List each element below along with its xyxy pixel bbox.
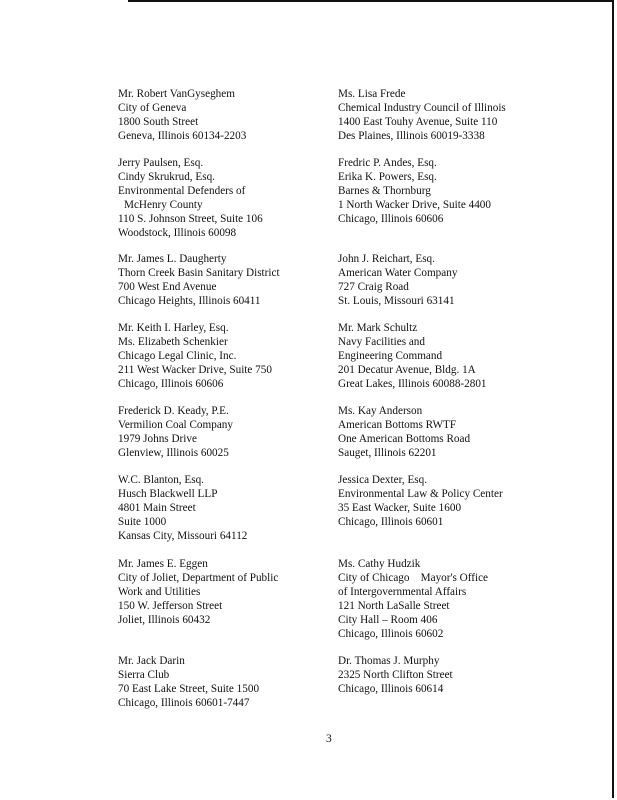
address-line: Chicago, Illinois 60606: [338, 212, 444, 225]
address-line: Ms. Elizabeth Schenkier: [118, 335, 228, 348]
address-line: Thorn Creek Basin Sanitary District: [118, 266, 280, 279]
address-line: 150 W. Jefferson Street: [118, 599, 223, 612]
address-line: Chicago Heights, Illinois 60411: [118, 294, 261, 307]
address-block: [118, 474, 358, 544]
address-line: 121 North LaSalle Street: [338, 599, 450, 612]
address-line: Dr. Thomas J. Murphy: [338, 655, 440, 667]
address-line: Joliet, Illinois 60432: [118, 613, 211, 626]
address-line: Barnes & Thornburg: [338, 184, 431, 197]
address-line: Ms. Cathy Hudzik: [338, 558, 421, 570]
address-line: Chemical Industry Council of Illinois: [338, 101, 506, 114]
address-line: 4801 Main Street: [118, 501, 196, 514]
address-line: Mr. Jack Darin: [118, 655, 185, 667]
address-line: Great Lakes, Illinois 60088-2801: [338, 377, 487, 390]
address-line: Environmental Law & Policy Center: [338, 487, 503, 500]
address-line: Vermilion Coal Company: [118, 418, 233, 431]
address-block: [338, 157, 578, 227]
address-line: Sauget, Illinois 62201: [338, 446, 437, 459]
address-line: of Intergovernmental Affairs: [338, 585, 467, 598]
address-line: Work and Utilities: [118, 585, 201, 598]
address-line: Suite 1000: [118, 515, 167, 528]
address-line: Environmental Defenders of: [118, 184, 246, 197]
address-block: [338, 474, 578, 530]
address-line: 1400 East Touhy Avenue, Suite 110: [338, 115, 498, 128]
scan-right-border: [612, 0, 614, 798]
address-line: Chicago, Illinois 60602: [338, 627, 444, 640]
address-line: American Bottoms RWTF: [338, 418, 457, 431]
address-block: [118, 322, 358, 392]
address-line: 1 North Wacker Drive, Suite 4400: [338, 198, 491, 211]
address-line: 110 S. Johnson Street, Suite 106: [118, 212, 263, 225]
address-line: Mr. James L. Daugherty: [118, 253, 227, 265]
address-line: One American Bottoms Road: [338, 432, 471, 445]
address-line: Frederick D. Keady, P.E.: [118, 405, 229, 417]
address-block: [338, 558, 578, 641]
page-number: 3: [326, 733, 332, 745]
address-line: Glenview, Illinois 60025: [118, 446, 229, 459]
address-line: Mr. Keith I. Harley, Esq.: [118, 322, 229, 334]
address-line: Chicago, Illinois 60601: [338, 515, 444, 528]
address-line: Chicago Legal Clinic, Inc.: [118, 349, 237, 362]
address-line: St. Louis, Missouri 63141: [338, 294, 455, 307]
address-line: Jessica Dexter, Esq.: [338, 474, 428, 486]
address-block: [338, 322, 578, 392]
address-line: City of Joliet, Department of Public: [118, 571, 279, 584]
address-line: 70 East Lake Street, Suite 1500: [118, 682, 260, 695]
address-line: John J. Reichart, Esq.: [338, 253, 435, 265]
scan-top-border: [128, 0, 614, 2]
address-line: Fredric P. Andes, Esq.: [338, 157, 437, 169]
address-line: Mr. Robert VanGyseghem: [118, 88, 235, 100]
address-block: [118, 88, 358, 144]
address-block: [338, 655, 578, 697]
address-line: 2325 North Clifton Street: [338, 668, 453, 681]
address-block: [118, 655, 358, 711]
address-line: 727 Craig Road: [338, 280, 409, 293]
address-line: Sierra Club: [118, 668, 170, 681]
address-line: 1800 South Street: [118, 115, 199, 128]
address-line: 700 West End Avenue: [118, 280, 217, 293]
address-line: Kansas City, Missouri 64112: [118, 529, 248, 542]
address-line: American Water Company: [338, 266, 458, 279]
address-line: Ms. Lisa Frede: [338, 88, 406, 100]
address-line: 1979 Johns Drive: [118, 432, 197, 445]
address-line: Chicago, Illinois 60606: [118, 377, 224, 390]
address-line: Ms. Kay Anderson: [338, 405, 423, 417]
address-line: W.C. Blanton, Esq.: [118, 474, 204, 486]
address-line: City of Chicago Mayor's Office: [338, 571, 489, 584]
address-block: [118, 558, 358, 628]
address-line: Chicago, Illinois 60614: [338, 682, 444, 695]
address-line: McHenry County: [124, 198, 203, 211]
address-line: Jerry Paulsen, Esq.: [118, 157, 204, 169]
address-line: Geneva, Illinois 60134-2203: [118, 129, 247, 142]
address-line: 211 West Wacker Drive, Suite 750: [118, 363, 272, 376]
address-line: Mr. Mark Schultz: [338, 322, 418, 334]
address-block: [118, 253, 358, 309]
address-line: 201 Decatur Avenue, Bldg. 1A: [338, 363, 476, 376]
address-block: [118, 405, 358, 461]
address-line: Chicago, Illinois 60601-7447: [118, 696, 250, 709]
address-block: [338, 405, 578, 461]
address-line: Woodstock, Illinois 60098: [118, 226, 237, 239]
address-line: Engineering Command: [338, 349, 443, 362]
address-line: City Hall – Room 406: [338, 613, 438, 626]
address-line: Navy Facilities and: [338, 335, 425, 348]
address-line: 35 East Wacker, Suite 1600: [338, 501, 462, 514]
address-line: Mr. James E. Eggen: [118, 558, 208, 570]
address-block: [338, 88, 578, 144]
address-line: Erika K. Powers, Esq.: [338, 170, 437, 183]
address-line: Cindy Skrukrud, Esq.: [118, 170, 215, 183]
address-line: City of Geneva: [118, 101, 187, 114]
address-line: Des Plaines, Illinois 60019-3338: [338, 129, 485, 142]
address-block: [338, 253, 578, 309]
address-block: [118, 157, 358, 240]
address-line: Husch Blackwell LLP: [118, 487, 218, 500]
